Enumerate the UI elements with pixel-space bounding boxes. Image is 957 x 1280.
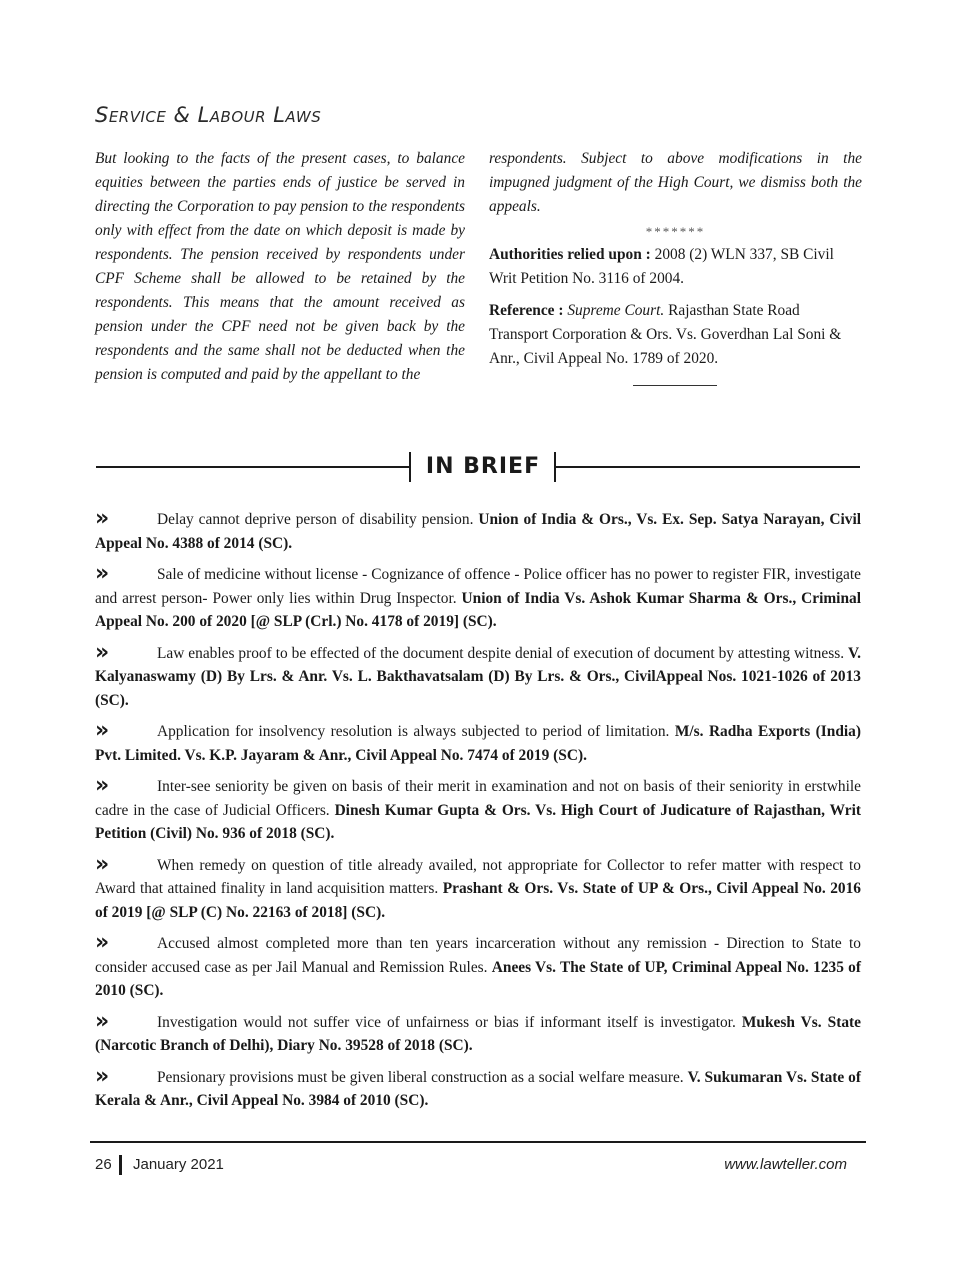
brief-text: Pensionary provisions must be given liberal construction as a social welfare measure.: [157, 1068, 684, 1086]
page-number: 26: [95, 1156, 112, 1173]
double-chevron-icon: ››: [95, 718, 106, 743]
brief-text: Law enables proof to be effected of the document despite denial of execution of document by attesting witness.: [157, 644, 845, 662]
brief-item: [95, 851, 862, 925]
brief-text: Investigation would not suffer vice of unfairness or bias if informant itself is investigator.: [157, 1013, 736, 1031]
double-chevron-icon: ››: [95, 1063, 106, 1089]
reference-text: Rajasthan State Road Transport Corporation & Ors. Vs. Goverdhan Lal Soni & Anr., Civil Appeal No. 1789 of 2020.: [489, 302, 842, 367]
left-column-text: But looking to the facts of the present cases, to balance equities between the parties ends of justice be served in directing the Corporation to pay pension to the respondents only with effect from the date on which deposit is made by respondents. The pension received by respondents under CPF Scheme shall be allowed to be retained by the respondents. This means that the amount received as pension under the CPF need not be given back by the respondents and the same shall not be deducted when the pension is computed and paid by the appellant to the: [95, 150, 465, 383]
authorities-text: 2008 (2) WLN 337, SB Civil Writ Petition No. 3116 of 2004.: [489, 246, 834, 287]
judgment-continuation: respondents. Subject to above modifications in the impugned judgment of the High Court, we dismiss both the appeals.: [489, 150, 862, 215]
issue-date: January 2021: [133, 1156, 224, 1173]
brief-item: [95, 1008, 861, 1058]
brief-citation: Prashant & Ors. Vs. State of UP & Ors., Civil Appeal No. 2016 of 2019 [@ SLP (C) No. 22163 of 2018] (SC).: [95, 880, 862, 921]
double-chevron-icon: ››: [95, 639, 106, 665]
brief-item: [95, 775, 861, 846]
brief-citation: V. Sukumaran Vs. State of Kerala & Anr., Civil Appeal No. 3984 of 2010 (SC).: [95, 1068, 861, 1109]
reference-label: Reference :: [489, 302, 564, 319]
banner-line-left: [96, 466, 409, 468]
brief-citation: V. Kalyanaswamy (D) By Lrs. & Anr. Vs. L. Bakthavatsalam (D) By Lrs. & Ors., CivilAppeal Nos. 1021-1026 of 2013 (SC).: [95, 644, 861, 709]
brief-text: Accused almost completed more than ten years incarceration without any remission - Direction to State to consider accused case as per Jail Manual and Remission Rules.: [95, 935, 861, 976]
end-rule: [633, 385, 717, 386]
brief-citation: Mukesh Vs. State (Narcotic Branch of Delhi), Diary No. 39528 of 2018 (SC).: [95, 1013, 861, 1054]
right-column: [489, 147, 862, 371]
brief-item: [95, 508, 861, 555]
brief-item: [95, 563, 861, 634]
brief-item: [95, 720, 861, 767]
footer-rule: [90, 1141, 866, 1143]
brief-text: Application for insolvency resolution is always subjected to period of limitation.: [157, 723, 670, 740]
page-footer: [95, 1154, 847, 1178]
reference: [489, 299, 862, 371]
brief-item: [95, 639, 861, 713]
double-chevron-icon: ››: [95, 851, 106, 877]
brief-item: [95, 932, 861, 1003]
double-chevron-icon: ››: [95, 561, 106, 586]
brief-text: Delay cannot deprive person of disability pension.: [157, 511, 474, 528]
double-chevron-icon: ››: [95, 930, 106, 955]
brief-citation: Union of India & Ors., Vs. Ex. Sep. Satya Narayan, Civil Appeal No. 4388 of 2014 (SC).: [95, 511, 861, 552]
authorities-label: Authorities relied upon :: [489, 246, 651, 263]
brief-citation: M/s. Radha Exports (India) Pvt. Limited. Vs. K.P. Jayaram & Anr., Civil Appeal No. 7474 of 2019 (SC).: [95, 723, 861, 764]
banner-bar-left: [409, 452, 411, 482]
double-chevron-icon: ››: [95, 773, 106, 798]
double-chevron-icon: ››: [95, 506, 106, 531]
brief-citation: Union of India Vs. Ashok Kumar Sharma & Ors., Criminal Appeal No. 200 of 2020 [@ SLP (Crl.) No. 4178 of 2019] (SC).: [95, 589, 861, 630]
brief-text: Sale of medicine without license - Cognizance of offence - Police officer has no power to register FIR, investigate and arrest person- Power only lies within Drug Inspector.: [95, 566, 861, 607]
banner-line-right: [556, 466, 860, 468]
in-brief-list: [95, 508, 861, 1121]
reference-court: Supreme Court.: [567, 302, 665, 319]
authorities-relied-upon: [489, 243, 862, 291]
brief-text: Inter-see seniority be given on basis of their merit in examination and not on basis of their seniority in erstwhile cadre in the case of Judicial Officers.: [95, 778, 861, 819]
website-link[interactable]: www.lawteller.com: [724, 1156, 847, 1173]
brief-citation: Anees Vs. The State of UP, Criminal Appeal No. 1235 of 2010 (SC).: [95, 958, 861, 999]
brief-item: [95, 1063, 861, 1113]
in-brief-heading: IN BRIEF: [425, 454, 541, 479]
section-separator: *******: [645, 224, 706, 239]
double-chevron-icon: ››: [95, 1008, 106, 1034]
brief-text: When remedy on question of title already availed, not appropriate for Collector to refer matter with respect to Award that attained finality in land acquisition matters.: [95, 856, 861, 897]
footer-separator: [119, 1155, 122, 1175]
in-brief-banner: [96, 450, 860, 484]
brief-citation: Dinesh Kumar Gupta & Ors. Vs. High Court of Judicature of Rajasthan, Writ Petition (Civil) No. 936 of 2018 (SC).: [95, 801, 861, 842]
section-title: Service & Labour Laws: [95, 103, 322, 127]
